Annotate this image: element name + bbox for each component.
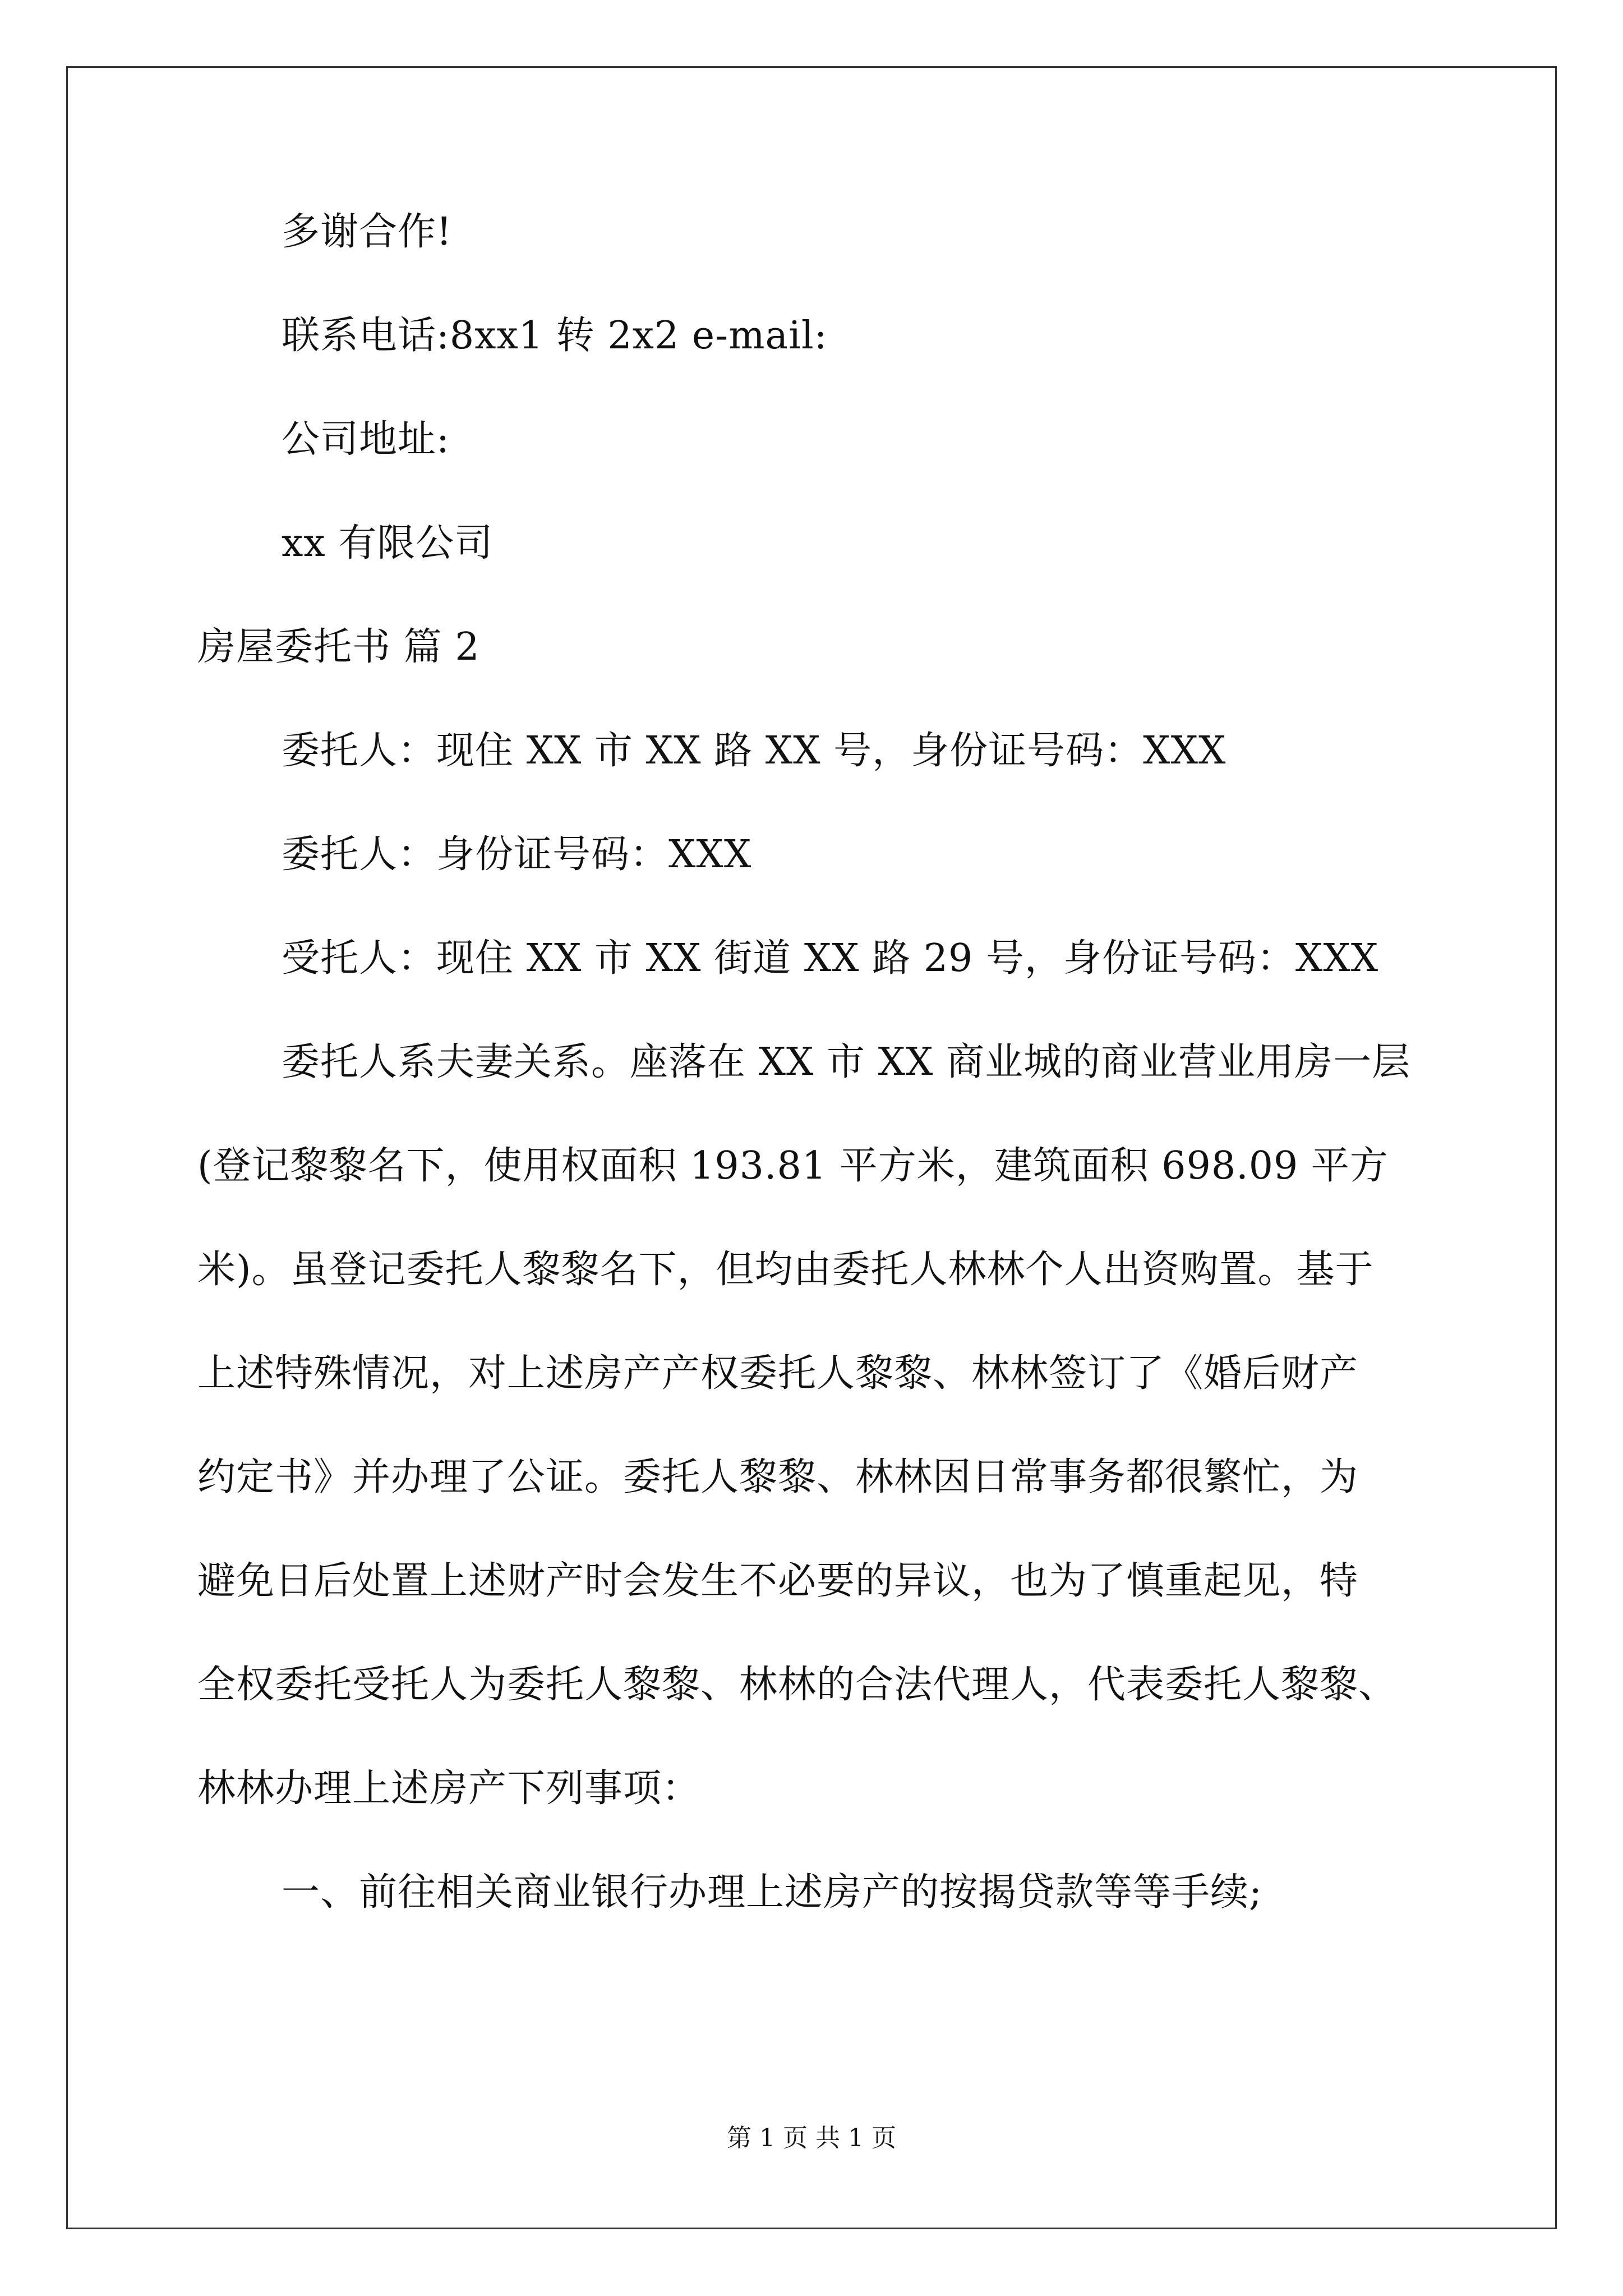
list-item-1: 一、前往相关商业银行办理上述房产的按揭贷款等等手续; bbox=[282, 1870, 1262, 1915]
body-paragraph-line: (登记黎黎名下，使用权面积 193.81 平方米，建筑面积 698.09 平方 bbox=[197, 1144, 1389, 1188]
body-paragraph-line: 上述特殊情况，对上述房产产权委托人黎黎、林林签订了《婚后财产 bbox=[197, 1351, 1359, 1396]
company-name-line: xx 有限公司 bbox=[282, 521, 494, 565]
agent-line: 受托人：现住 XX 市 XX 街道 XX 路 29 号，身份证号码：XXX bbox=[282, 936, 1379, 981]
principal-line-2: 委托人：身份证号码：XXX bbox=[282, 832, 752, 877]
body-paragraph-line: 林林办理上述房产下列事项： bbox=[197, 1766, 701, 1811]
section-heading: 房屋委托书 篇 2 bbox=[197, 625, 480, 669]
principal-line-1: 委托人：现住 XX 市 XX 路 XX 号，身份证号码：XXX bbox=[282, 729, 1227, 773]
page-number: 第 1 页 共 1 页 bbox=[727, 2124, 896, 2152]
closing-thanks: 多谢合作! bbox=[282, 210, 453, 254]
body-paragraph-line: 米)。虽登记委托人黎黎名下，但均由委托人林林个人出资购置。基于 bbox=[197, 1248, 1374, 1292]
company-address-line: 公司地址: bbox=[282, 417, 450, 462]
contact-phone-line: 联系电话:8xx1 转 2x2 e-mail: bbox=[282, 314, 828, 358]
body-paragraph-line: 约定书》并办理了公证。委托人黎黎、林林因日常事务都很繁忙，为 bbox=[197, 1455, 1359, 1499]
body-paragraph-line: 委托人系夫妻关系。座落在 XX 市 XX 商业城的商业营业用房一层 bbox=[282, 1040, 1411, 1084]
body-paragraph-line: 避免日后处置上述财产时会发生不必要的异议，也为了慎重起见，特 bbox=[197, 1559, 1359, 1603]
body-paragraph-line: 全权委托受托人为委托人黎黎、林林的合法代理人，代表委托人黎黎、 bbox=[197, 1663, 1398, 1707]
